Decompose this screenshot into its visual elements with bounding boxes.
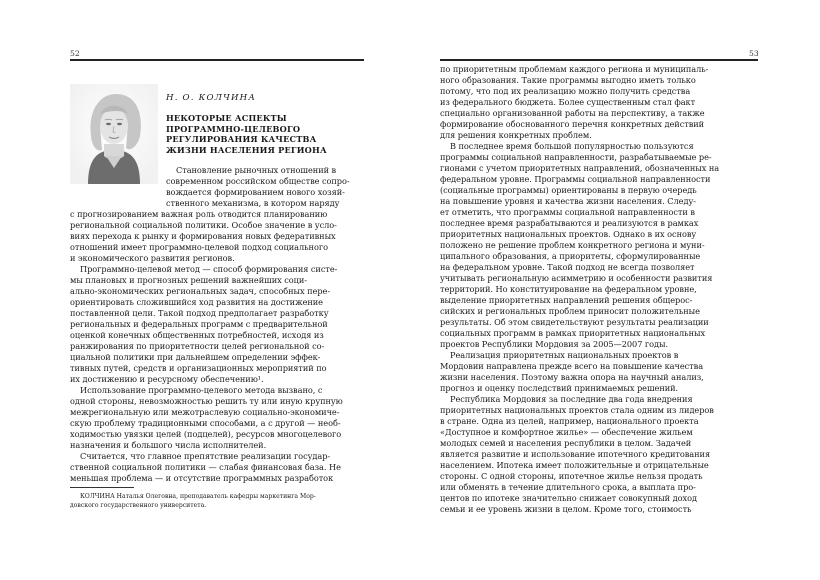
text-line: Мордовии направлена прежде всего на повышение качества: [440, 361, 704, 371]
text-line: из федерального бюджета. Более существенным стал факт: [440, 97, 696, 107]
text-line: последнее время разрабатываются и реализуются в рамках: [440, 218, 699, 228]
author-name: Н. О. КОЛЧИНА: [166, 93, 257, 103]
right-page: [410, 0, 820, 580]
text-line: гионами с учетом приоритетных направлений, обозначенных на: [440, 163, 720, 173]
text-line: оценкой конечных общественных потребностей, исходя из: [70, 330, 324, 340]
text-line: специально организованной работы на перспективу, а также: [440, 108, 705, 118]
text-line: на повышение уровня и качества жизни населения. Следу-: [440, 196, 696, 206]
text-line: сийских и региональных проблем приносит положительные: [440, 306, 700, 316]
text-line: скую проблему традиционными способами, а с другой — необ-: [70, 418, 341, 428]
text-line: положено не решение проблем конкретного региона и муни-: [440, 240, 705, 250]
text-line: федеральном уровне. Программы социальной направленности: [440, 174, 711, 184]
text-line: ципального образования, а приоритеты, сформулированные: [440, 251, 701, 261]
text-line: программы социальной направленности, разрабатываемые ре-: [440, 152, 712, 162]
text-line: ходимостью увязки целей (подцелей), ресурсов многоцелевого: [70, 429, 342, 439]
text-line: Реализация приоритетных национальных проектов в: [450, 350, 679, 360]
text-line: современном российском обществе сопро-: [166, 176, 350, 186]
text-line: территорий. Но конституирование на федеральном уровне,: [440, 284, 697, 294]
text-line: региональной социальной политики. Особое значение в усло-: [70, 220, 337, 230]
text-line: отношений имеет программно-целевой подход социального: [70, 242, 328, 252]
text-line: или обменять в течение длительного срока, а выплата про-: [440, 482, 696, 492]
text-line: социальных программ в рамках приоритетных национальных: [440, 328, 706, 338]
text-line: результаты. Об этом свидетельствуют результаты реализации: [440, 317, 709, 327]
text-line: поставленной цели. Такой подход предполагает разработку: [70, 308, 329, 318]
title-line: РЕГУЛИРОВАНИЯ КАЧЕСТВА: [166, 134, 317, 145]
text-line: циальной политики при дальнейшем определении эффек-: [70, 352, 321, 362]
page-number: 53: [749, 49, 759, 58]
text-line: ориентировать сложившийся ход развития на достижение: [70, 297, 323, 307]
text-line: жизни населения. Поэтому важна опора на научный анализ,: [440, 372, 704, 382]
text-line: проектов Республики Мордовия за 2005—2007 годы.: [440, 339, 669, 349]
text-line: и экономического развития регионов.: [70, 253, 235, 263]
text-line: межрегиональную или межотраслевую социально-экономиче-: [70, 407, 340, 417]
title-line: ЖИЗНИ НАСЕЛЕНИЯ РЕГИОНА: [166, 144, 327, 155]
text-line: Считается, что главное препятствие реализации государ-: [80, 451, 331, 461]
text-line: формирование обоснованного перечня конкретных действий: [440, 119, 705, 129]
text-line: Использование программно-целевого метода вызвано, с: [80, 385, 323, 395]
text-line: ственного механизма, в котором наряду: [166, 198, 340, 208]
text-line: на федеральном уровне. Такой подход не всегда позволяет: [440, 262, 695, 272]
text-line: Программно-целевой метод — способ формирования систе-: [80, 264, 338, 274]
text-line: населением. Ипотека имеет положительные и отрицательные: [440, 460, 709, 470]
title-line: НЕКОТОРЫЕ АСПЕКТЫ: [166, 113, 287, 123]
text-line: стороны. С одной стороны, ипотечное жилье нельзя продать: [440, 471, 703, 481]
text-line: мы плановых и прогнозных решений важнейших соци-: [70, 275, 307, 285]
text-line: Становление рыночных отношений в: [176, 165, 337, 175]
text-line: ет отметить, что программы социальной направленности в: [440, 207, 695, 217]
text-line: одной стороны, невозможностью решить ту или иную крупную: [70, 396, 343, 406]
text-line: молодых семей и населения республики в целом. Задачей: [440, 438, 692, 448]
text-line: в стране. Одна из целей, например, национального проекта: [440, 416, 699, 426]
footnote-line: КОЛЧИНА Наталья Олеговна, преподаватель кафедры маркетинга Мор-: [80, 493, 316, 500]
text-line: ально-экономических региональных задач, способных пере-: [70, 286, 331, 296]
text-line: региональных и федеральных программ с предварительной: [70, 319, 328, 329]
footnote-rule: [70, 487, 134, 488]
text-line: ранжирования по приоритетности целей региональной со-: [70, 341, 325, 351]
text-line: виях перехода к рынку и формирования новых федеративных: [70, 231, 336, 241]
footnote-line: довского государственного университета.: [70, 502, 207, 509]
text-line: назначения и большого числа исполнителей.: [70, 440, 267, 450]
text-line: является развитие и использование ипотечного кредитования: [440, 449, 711, 459]
page-number: 52: [70, 49, 80, 58]
header-rule: [440, 59, 758, 61]
text-line: потому, что под их реализацию можно получить средства: [440, 86, 691, 96]
text-line: вождается формированием нового хозяй-: [166, 187, 345, 197]
text-line: (социальные программы) ориентированы в первую очередь: [440, 185, 697, 195]
text-line: ственной социальной политики — слабая финансовая база. Не: [70, 462, 341, 472]
text-line: с прогнозированием важная роль отводится планированию: [70, 209, 328, 219]
text-line: тивных путей, средств и организационных мероприятий по: [70, 363, 327, 373]
text-line: центов по ипотеке значительно снижает совокупный доход: [440, 493, 697, 503]
text-line: их достижению и ресурсному обеспечению¹.: [70, 374, 264, 384]
title-line: ПРОГРАММНО-ЦЕЛЕВОГО: [166, 123, 301, 134]
text-line: ного образования. Такие программы выгодно иметь только: [440, 75, 696, 85]
author-portrait: [70, 84, 158, 184]
text-line: прогноз и оценку последствий принимаемых решений.: [440, 383, 679, 393]
text-line: выделение приоритетных направлений решения общерос-: [440, 295, 693, 305]
header-rule: [70, 59, 364, 61]
text-line: «Доступное и комфортное жилье» — обеспечение жильем: [440, 427, 693, 437]
article-title: [166, 113, 327, 155]
text-line: семьи и ее уровень жизни в целом. Кроме того, стоимость: [440, 504, 692, 514]
text-line: В последнее время большой популярностью пользуются: [450, 141, 694, 151]
text-line: меньшая проблема — и отсутствие программных разработок: [70, 473, 334, 483]
text-line: для решения конкретных проблем.: [440, 130, 592, 140]
text-line: приоритетных национальных проектов стала одним из лидеров: [440, 405, 714, 415]
text-line: Республика Мордовия за последние два года внедрения: [450, 394, 693, 404]
text-line: по приоритетным проблемам каждого региона и муниципаль-: [440, 64, 709, 74]
text-line: учитывать региональную асимметрию и особенности развития: [440, 273, 713, 283]
text-line: приоритетных национальных проектов. Однако в их основу: [440, 229, 697, 239]
